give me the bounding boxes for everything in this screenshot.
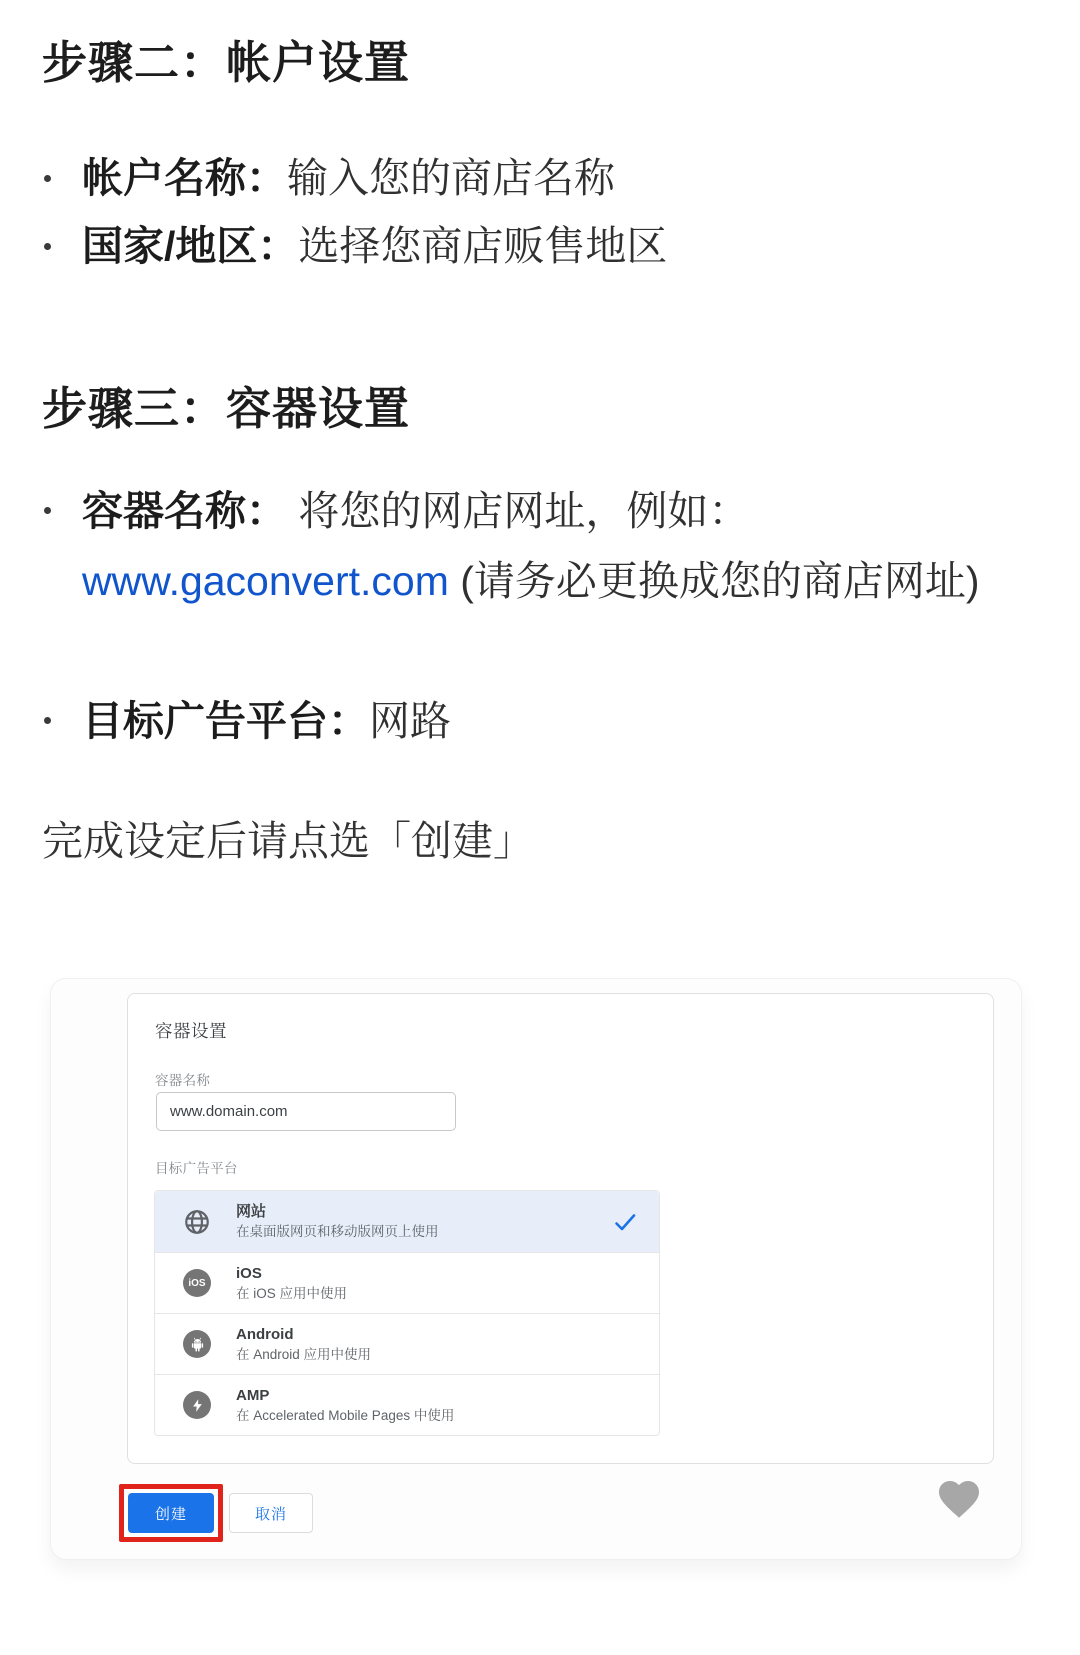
closing-note: 完成设定后请点选「创建」 (42, 818, 534, 864)
platform-title: Android (236, 1325, 294, 1343)
highlight-annotation (119, 1484, 223, 1542)
bullet-text (82, 212, 992, 280)
ios-icon: iOS (183, 1269, 211, 1297)
bullet-label: 目标广告平台： (82, 698, 369, 744)
platform-list (154, 1190, 660, 1436)
platform-desc: 在 Android 应用中使用 (236, 1346, 372, 1362)
list-item (42, 144, 992, 212)
platform-desc: 在 iOS 应用中使用 (236, 1285, 348, 1301)
bullet-label: 容器名称： (82, 488, 287, 534)
platform-title: iOS (236, 1264, 262, 1282)
bullet-label: 国家/地区： (82, 223, 299, 269)
platform-title: 网站 (236, 1203, 267, 1220)
platform-option-web[interactable] (155, 1191, 659, 1252)
bullet-desc: 网路 (369, 698, 451, 744)
bullet-label: 帐户名称： (82, 155, 287, 201)
platform-desc: 在 Accelerated Mobile Pages 中使用 (236, 1407, 455, 1423)
globe-icon (183, 1208, 211, 1236)
cancel-button[interactable]: 取消 (229, 1493, 313, 1533)
bullet-desc: 输入您的商店名称 (287, 155, 615, 201)
platform-option-ios[interactable] (155, 1252, 659, 1313)
list-item (42, 212, 992, 280)
bullet-text (82, 476, 982, 616)
bullet-text (82, 144, 992, 212)
bullet-marker (42, 686, 82, 756)
bullet-desc: (请务必更换成您的商店网址) (448, 558, 980, 604)
create-button[interactable]: 创建 (128, 1493, 214, 1533)
platform-title: AMP (236, 1386, 270, 1404)
platform-option-amp[interactable] (155, 1374, 659, 1435)
example-url-link[interactable]: www.gaconvert.com (82, 558, 449, 604)
screenshot-card (50, 978, 1022, 1560)
container-name-input[interactable] (156, 1092, 456, 1131)
android-icon (183, 1330, 211, 1358)
platform-desc: 在桌面版网页和移动版网页上使用 (236, 1224, 439, 1239)
heart-icon[interactable] (935, 1475, 983, 1523)
bullet-text (82, 686, 992, 756)
step2-heading: 步骤二：帐户设置 (42, 37, 411, 88)
bullet-marker (42, 476, 82, 616)
bullet-desc: 将您的网店网址，例如： (287, 488, 750, 534)
container-settings-panel (127, 993, 994, 1464)
platform-option-android[interactable] (155, 1313, 659, 1374)
bullet-marker (42, 212, 82, 280)
bullet-desc: 选择您商店贩售地区 (298, 223, 668, 269)
check-icon (613, 1210, 637, 1234)
bullet-marker (42, 144, 82, 212)
container-name-label: 容器名称 (155, 1073, 211, 1088)
list-item (42, 686, 992, 756)
step3-heading: 步骤三：容器设置 (42, 383, 411, 434)
target-platform-label: 目标广告平台 (155, 1161, 238, 1176)
list-item (42, 476, 982, 616)
panel-title: 容器设置 (155, 1021, 227, 1041)
lightning-icon (183, 1391, 211, 1419)
